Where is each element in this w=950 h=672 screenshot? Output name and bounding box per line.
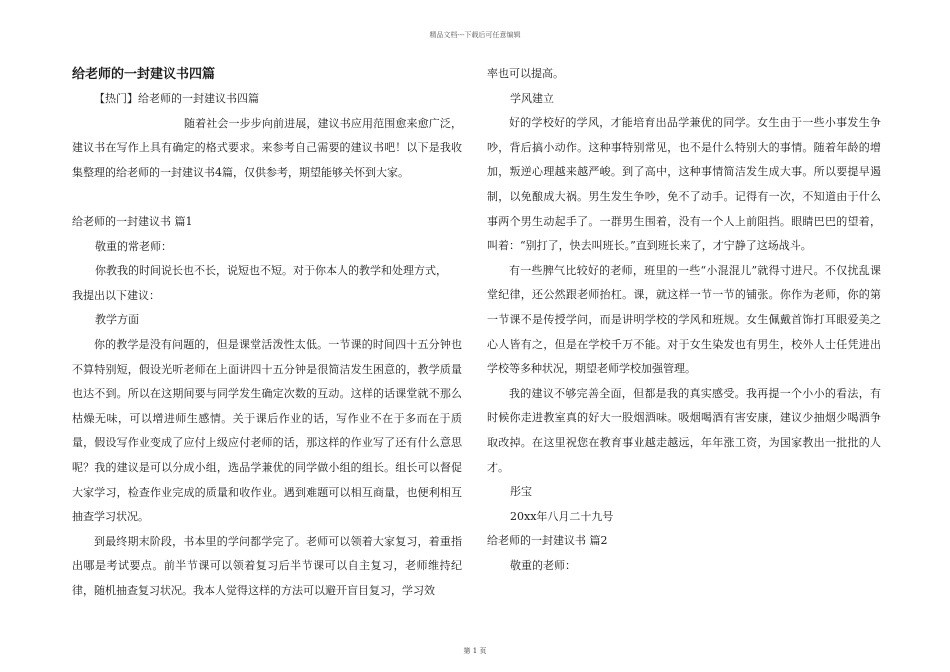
paragraph-1-continued: 我提出以下建议：: [72, 288, 160, 302]
subheading-style: 学风建立: [510, 91, 554, 105]
paragraph-2: 你的教学是没有问题的，但是课堂活泼性太低。一节课的时间四十五分钟也不算特别短，假设光听老师在上面讲四十五分钟是很简洁发生困意的，教学质量也达不到。所以在这期间要与同学发生确定次数的互动。这样的话课堂就不那么枯燥无味，可以增进师生感情。关于课后作业的话，写作业不在于多而在于质量，假设写作业变成了应付上级应付老师的话，那这样的作业写了还有什么意思呢？我的建议是可以分成小组，选品学兼优的同学做小组的组长。组长可以督促大家学习，检查作业完成的质量和收作业。遇到难题可以相互商量，也便利相互抽查学习状况。: [72, 337, 462, 524]
tag-line: 【热门】给老师的一封建议书四篇: [94, 92, 259, 105]
page-number: 第 1 页: [463, 647, 487, 655]
intro-paragraph: 随着社会一步步向前进展，建议书应用范围愈来愈广泛，建议书在写作上具有确定的格式要求。来参考自己需要的建议书吧！以下是我收集整理的给老师的一封建议书4篇，仅供参考，期望能够关怀到大家。: [72, 116, 462, 179]
document-title: 给老师的一封建议书四篇: [72, 67, 216, 82]
spacer: [72, 185, 462, 210]
left-column: [72, 62, 462, 603]
paragraph-3: 到最终期末阶段，书本里的学问都学完了。老师可以领着大家复习，着重指出哪是考试要点。前半节课可以领着复习后半节课可以自主复习，老师维持纪律，随机抽查复习状况。我本人觉得这样的方法可以避开盲目复习，学习效: [72, 534, 462, 597]
paragraph-3-continued: 率也可以提高。: [487, 67, 564, 80]
greeting: 敬重的常老师：: [95, 239, 172, 253]
section-heading-2: 给老师的一封建议书 篇2: [487, 534, 608, 548]
subheading-teaching: 教学方面: [95, 313, 139, 327]
greeting-2: 敬重的老师：: [510, 558, 576, 572]
paragraph-4: 好的学校好的学风，才能培育出品学兼优的同学。女生由于一些小事发生争吵，背后搞小动作。这种事特别常见，也不是什么特别大的事情。随着年龄的增加，叛逆心理越来越严峻。到了高中，这种事情简洁发生成大事。所以要提早遏制，以免酿成大祸。男生发生争吵，免不了动手。记得有一次，不知道由于什么事两个男生动起手了。一群男生围着，没有一个人上前阻挡。眼睛巴巴的望着，叫着：“别打了，快去叫班长。”直到班长来了，才宁静了这场战斗。: [487, 116, 881, 253]
right-column: [487, 62, 881, 578]
paragraph-6: 我的建议不够完善全面，但都是我的真实感受。我再提一个小小的看法，有时候你走进教室真的好大一股烟酒味。吸烟喝酒有害安康，建议少抽烟少喝酒争取改掉。在这里祝您在教育事业越走越远，年年涨工资，为国家教出一批批的人才。: [487, 386, 881, 474]
signature: 彤宝: [510, 485, 532, 499]
header-note: 精品文档---下载后可任意编辑: [429, 31, 521, 39]
paragraph-5: 有一些脾气比较好的老师，班里的一些“小混混儿”就得寸进尺。不仅扰乱课堂纪律，还公然跟老师抬杠。课，就这样一节一节的铺张。你作为老师，你的第一节课不是传授学问，而是讲明学校的学风和班规。女生佩戴首饰打耳眼爱美之心人皆有之，但是在学校千万不能。对于女生染发也有男生，校外人士任凭进出学校等多种状况，期望老师学校加强管理。: [487, 263, 881, 376]
paragraph-1: 你教我的时间说长也不长，说短也不短。对于你本人的教学和处理方式，: [95, 264, 447, 278]
section-heading-1: 给老师的一封建议书 篇1: [72, 214, 193, 228]
date: 20xx年八月二十九号: [510, 509, 614, 523]
